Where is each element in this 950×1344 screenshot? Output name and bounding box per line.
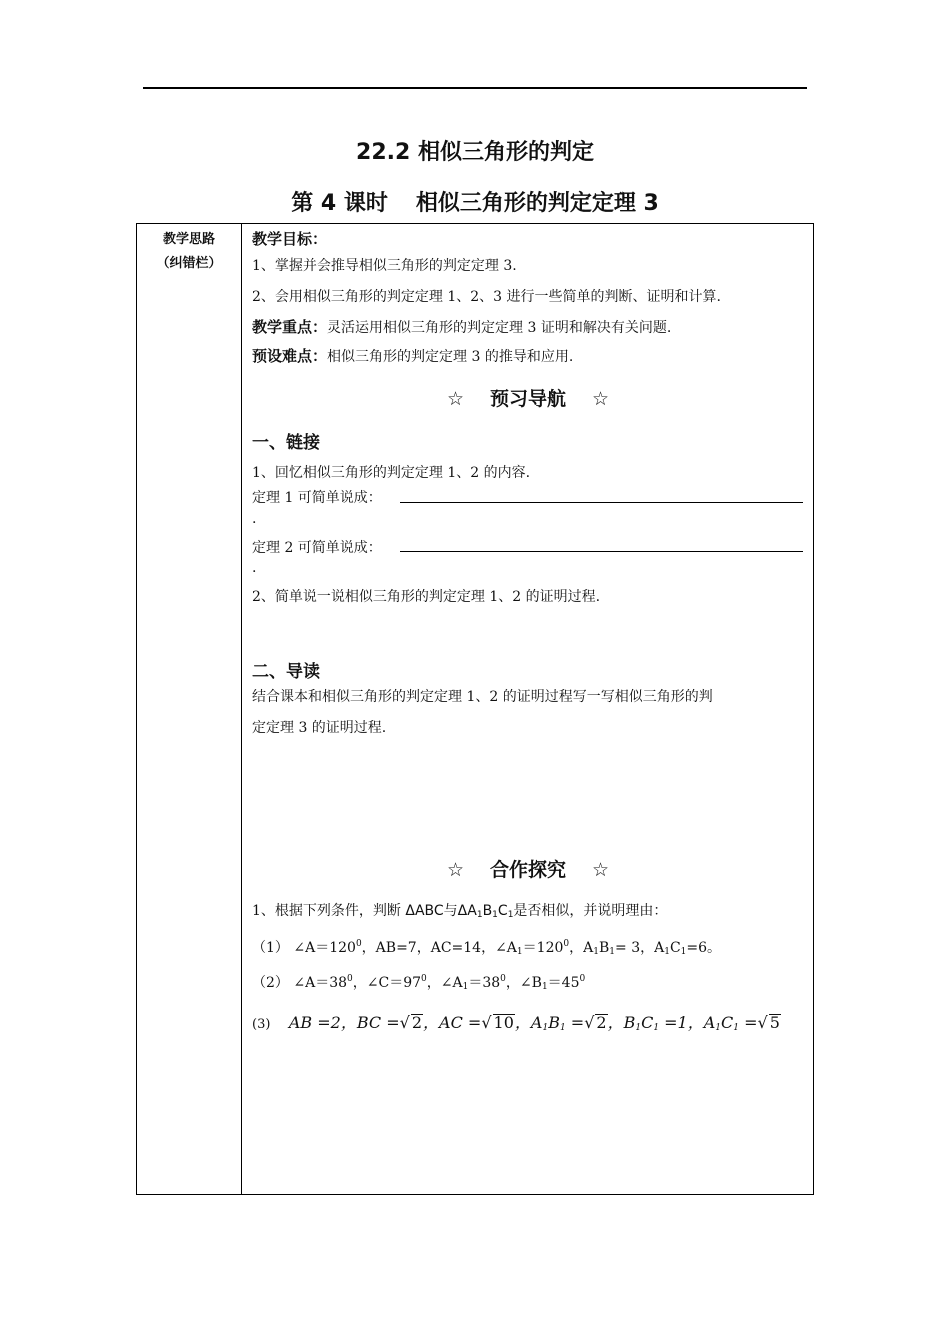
link-question-1: 1、回忆相似三角形的判定定理 1、2 的内容. [252, 465, 531, 481]
difficulty-text: 相似三角形的判定定理 3 的推导和应用. [327, 349, 574, 365]
key-point [252, 316, 671, 337]
star-icon: ☆ [592, 859, 610, 881]
triangle-abc: ΔABC [405, 903, 444, 919]
section-link-heading: 一、链接 [252, 433, 320, 453]
difficulty-label: 预设难点： [252, 347, 328, 365]
case-1 [252, 937, 721, 957]
correction-column-label [138, 228, 240, 276]
section-reading-heading: 二、导读 [252, 662, 320, 682]
cooperate-nav-heading [242, 855, 814, 882]
difficulty-point [252, 345, 573, 366]
theorem1-answer-line[interactable] [400, 502, 803, 503]
case-2 [252, 972, 585, 992]
preview-nav-heading [242, 384, 814, 411]
key-point-label: 教学重点： [252, 318, 328, 336]
case-2-label: （2） [252, 975, 289, 991]
theorem2-label: 定理 2 可简单说成： [252, 540, 382, 556]
reading-line-1: 结合课本和相似三角形的判定定理 1、2 的证明过程写一写相似三角形的判 [252, 689, 713, 705]
link-question-2: 2、简单说一说相似三角形的判定定理 1、2 的证明过程. [252, 589, 601, 605]
key-point-text: 灵活运用相似三角形的判定定理 3 证明和解决有关问题. [327, 320, 672, 336]
cooperate-question-1 [252, 900, 667, 920]
case-3-conditions: AB =2，BC =√ 2，AC =√ 10，$A_1B_1$ =√ 2，$B_1C_1 =1$，$A_1C_1$ =√ 5 [288, 1013, 780, 1033]
theorem2-answer-line[interactable] [400, 551, 803, 552]
chapter-title: 22.2 相似三角形的判定 [356, 140, 594, 165]
star-icon: ☆ [592, 388, 610, 410]
reading-line-2: 定定理 3 的证明过程. [252, 720, 387, 736]
lesson-title [0, 186, 950, 217]
sidebar-line2: （纠错栏） [156, 256, 222, 271]
lesson-number: 第 4 课时 [291, 191, 388, 216]
preview-heading-text: 预习导航 [489, 388, 566, 410]
objective-1: 1、掌握并会推导相似三角形的判定定理 3. [252, 258, 517, 274]
triangle-a1b1c1: $\Delta A_1B_1C_1$ [457, 903, 514, 920]
case-1-label: （1） [252, 940, 289, 956]
case-3-label: (3) [252, 1017, 271, 1032]
question-prefix: 1、根据下列条件，判断 [252, 903, 401, 919]
case-1-conditions: $\angle A=120^0$，AB=7，AC=14，$\angle A_1=120^0$，$A_1B_1= 3$，$A_1C_1=6$。 [293, 939, 722, 957]
sidebar-line1: 教学思路 [162, 232, 215, 247]
question-suffix: 是否相似，并说明理由： [513, 903, 668, 919]
question-mid: 与 [443, 903, 458, 919]
header-rule [143, 87, 807, 89]
theorem2-period: . [252, 560, 257, 576]
theorem1-period: . [252, 511, 257, 527]
column-divider [241, 223, 242, 1195]
star-icon: ☆ [446, 388, 464, 410]
objective-2: 2、会用相似三角形的判定定理 1、2、3 进行一些简单的判断、证明和计算. [252, 289, 721, 305]
cooperate-heading-text: 合作探究 [489, 859, 566, 881]
star-icon: ☆ [446, 859, 464, 881]
case-3 [252, 1010, 781, 1033]
theorem1-label: 定理 1 可简单说成： [252, 490, 382, 506]
lesson-table [136, 223, 814, 1195]
lesson-subtitle: 相似三角形的判定定理 3 [415, 191, 659, 216]
case-2-conditions: $\angle A=38^0$，$\angle C=97^0$，$\angle A_1=38^0$，$\angle B_1=45^0$ [293, 974, 586, 992]
objectives-heading: 教学目标： [252, 230, 328, 248]
